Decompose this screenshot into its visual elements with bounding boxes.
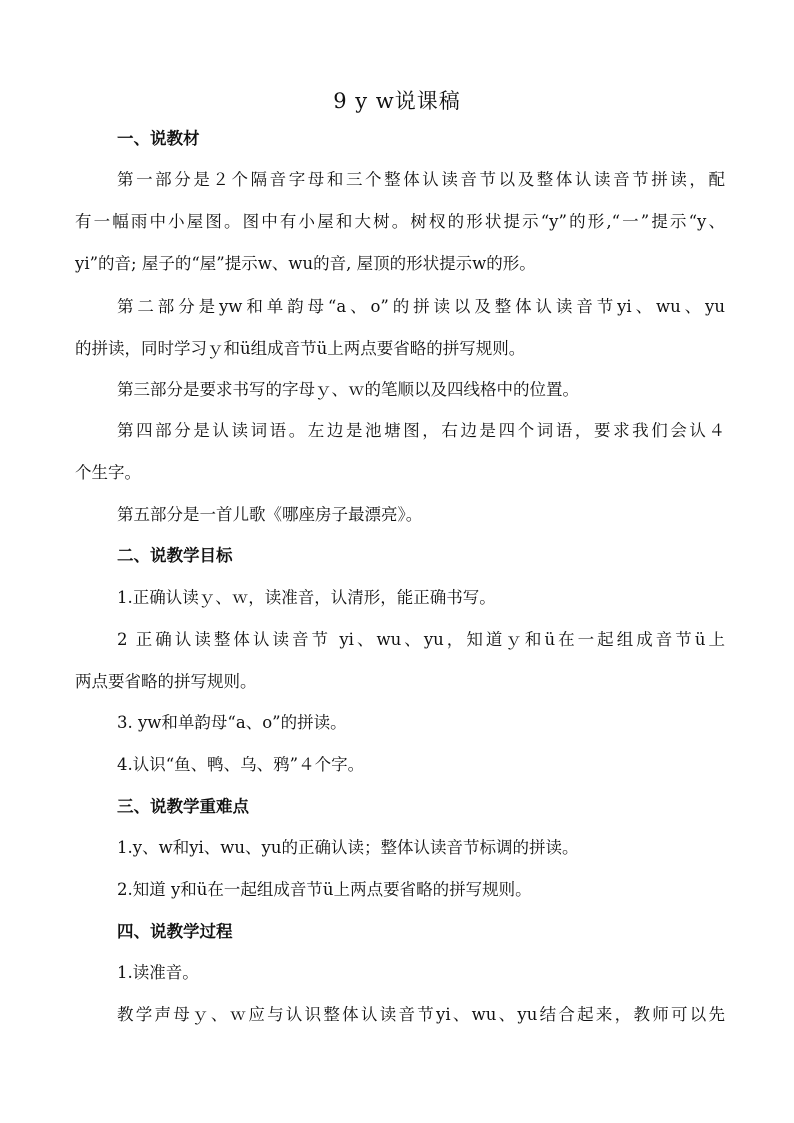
paragraph-line: 第三部分是要求书写的字母ｙ、ｗ的笔顺以及四线格中的位置。 (117, 380, 579, 399)
list-item: 4.认识“鱼、鸭、乌、鸦”４个字。 (117, 755, 365, 774)
paragraph-line: 的拼读，同时学习ｙ和ü组成音节ü上两点要省略的拼写规则。 (75, 339, 526, 358)
section-heading-teaching-material: 一、说教材 (117, 129, 200, 148)
paragraph-line: 第四部分是认读词语。左边是池塘图，右边是四个词语，要求我们会认４ (117, 421, 725, 440)
list-item: 1.y、w和yi、wu、yu的正确认读；整体认读音节标调的拼读。 (117, 838, 579, 857)
list-item: 3. yw和单韵母“a、o”的拼读。 (117, 713, 347, 732)
list-item: 2 正确认读整体认读音节 yi、wu、yu，知道ｙ和ü在一起组成音节ü上 (117, 630, 725, 649)
list-item-continuation: 两点要省略的拼写规则。 (75, 672, 257, 691)
paragraph-line: 个生字。 (75, 463, 141, 482)
paragraph-line: 第二部分是yw和单韵母“a、o”的拼读以及整体认读音节yi、wu、yu (117, 297, 725, 316)
paragraph-line: 有一幅雨中小屋图。图中有小屋和大树。树杈的形状提示“y”的形,“一”提示“y、 (75, 212, 725, 231)
paragraph-line: 教学声母ｙ、ｗ应与认识整体认读音节yi、wu、yu结合起来，教师可以先 (117, 1005, 725, 1024)
section-heading-teaching-process: 四、说教学过程 (117, 922, 233, 941)
paragraph-line: 第一部分是２个隔音字母和三个整体认读音节以及整体认读音节拼读，配 (117, 170, 725, 189)
list-item: 1.正确认读ｙ、ｗ，读准音，认清形，能正确书写。 (117, 588, 496, 607)
list-item: 1.读准音。 (117, 963, 199, 982)
list-item: 2.知道 y和ü在一起组成音节ü上两点要省略的拼写规则。 (117, 880, 532, 899)
paragraph-line: yi”的音; 屋子的“屋”提示w、wu的音, 屋顶的形状提示w的形。 (75, 254, 536, 273)
document-title: 9 y w说课稿 (333, 89, 461, 113)
paragraph-line: 第五部分是一首儿歌《哪座房子最漂亮》。 (117, 505, 423, 524)
section-heading-key-points: 三、说教学重难点 (117, 797, 249, 816)
section-heading-teaching-goals: 二、说教学目标 (117, 546, 233, 565)
